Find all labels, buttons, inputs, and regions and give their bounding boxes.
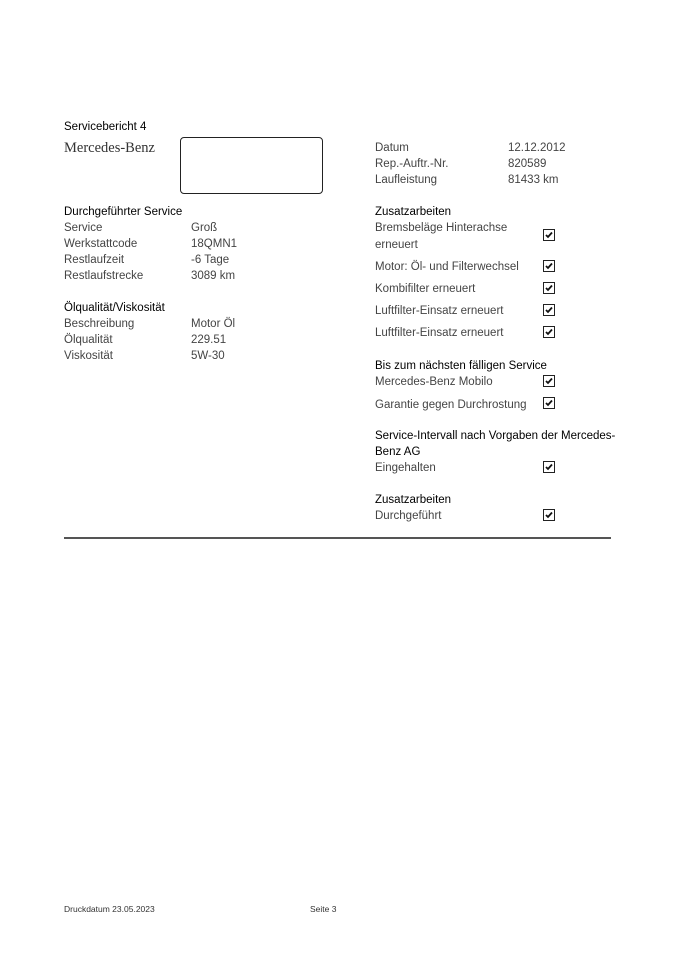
check-icon <box>545 399 553 407</box>
checkbox-checked <box>543 229 555 241</box>
item-label: Mercedes-Benz Mobilo <box>375 376 493 388</box>
info-label: Laufleistung <box>375 174 438 186</box>
stamp-box <box>180 137 323 194</box>
row-value: 3089 km <box>191 270 236 282</box>
item-label: Eingehalten <box>375 462 436 474</box>
row-label: Restlaufstrecke <box>64 270 144 282</box>
check-icon <box>545 262 553 270</box>
extra2-heading: Zusatzarbeiten <box>375 494 452 506</box>
interval-heading: Service-Intervall nach Vorgaben der Mercedes- <box>375 430 616 442</box>
checkbox-checked <box>543 260 555 272</box>
item-label: Luftfilter-Einsatz erneuert <box>375 327 504 339</box>
item-label: Bremsbeläge Hinterachse <box>375 222 508 234</box>
item-label: Durchgeführt <box>375 510 442 522</box>
check-icon <box>545 511 553 519</box>
check-icon <box>545 284 553 292</box>
page-number: Seite 3 <box>310 904 337 914</box>
row-value: Motor Öl <box>191 318 236 330</box>
info-value: 81433 km <box>508 174 559 186</box>
info-label: Rep.-Auftr.-Nr. <box>375 158 449 170</box>
check-icon <box>545 231 553 239</box>
info-value: 820589 <box>508 158 547 170</box>
row-label: Beschreibung <box>64 318 135 330</box>
oil-heading: Ölqualität/Viskosität <box>64 302 165 314</box>
checkbox-checked <box>543 397 555 409</box>
row-label: Restlaufzeit <box>64 254 125 266</box>
row-value: 229.51 <box>191 334 227 346</box>
extra-heading: Zusatzarbeiten <box>375 206 452 218</box>
row-value: 5W-30 <box>191 350 225 362</box>
check-icon <box>545 306 553 314</box>
check-icon <box>545 377 553 385</box>
row-label: Viskosität <box>64 350 114 362</box>
row-value: Groß <box>191 222 218 234</box>
check-icon <box>545 328 553 336</box>
checkbox-checked <box>543 509 555 521</box>
brand-logo-text: Mercedes-Benz <box>64 140 155 156</box>
divider <box>64 537 611 539</box>
row-label: Service <box>64 222 103 234</box>
row-value: -6 Tage <box>191 254 230 266</box>
report-title: Servicebericht 4 <box>64 121 147 133</box>
print-date: Druckdatum 23.05.2023 <box>64 904 155 914</box>
item-label: erneuert <box>375 239 418 251</box>
interval-heading-2: Benz AG <box>375 446 421 458</box>
item-label: Luftfilter-Einsatz erneuert <box>375 305 504 317</box>
row-label: Ölqualität <box>64 334 113 346</box>
row-label: Werkstattcode <box>64 238 138 250</box>
info-label: Datum <box>375 142 409 154</box>
item-label: Motor: Öl- und Filterwechsel <box>375 261 519 273</box>
checkbox-checked <box>543 282 555 294</box>
info-value: 12.12.2012 <box>508 142 566 154</box>
performed-heading: Durchgeführter Service <box>64 206 183 218</box>
checkbox-checked <box>543 375 555 387</box>
checkbox-checked <box>543 304 555 316</box>
check-icon <box>545 463 553 471</box>
checkbox-checked <box>543 461 555 473</box>
item-label: Kombifilter erneuert <box>375 283 476 295</box>
row-value: 18QMN1 <box>191 238 238 250</box>
next-heading: Bis zum nächsten fälligen Service <box>375 360 547 372</box>
checkbox-checked <box>543 326 555 338</box>
item-label: Garantie gegen Durchrostung <box>375 399 527 411</box>
